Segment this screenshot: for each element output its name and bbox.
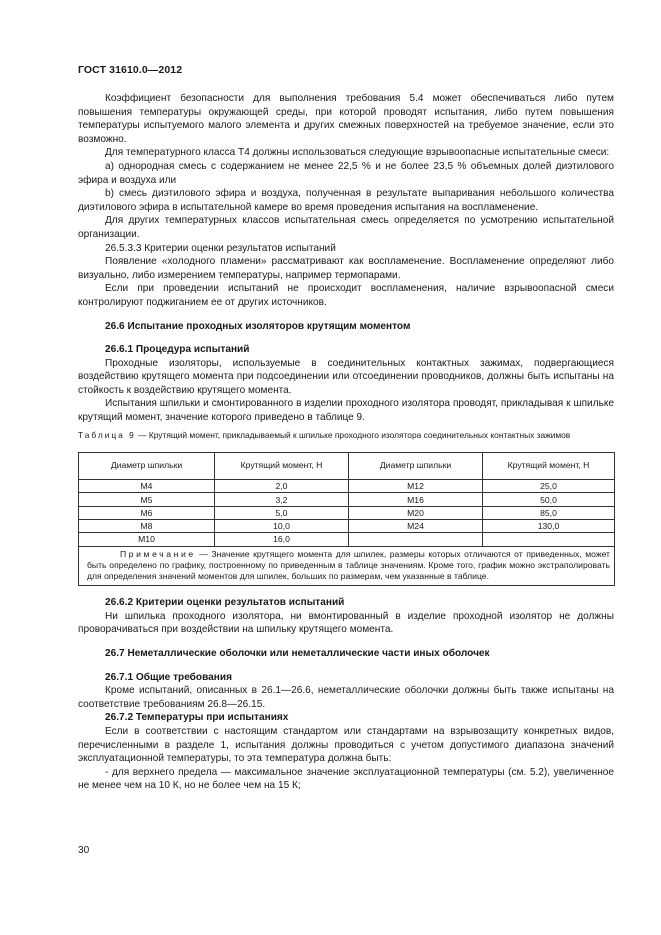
table-cell: 10,0 <box>215 519 349 532</box>
paragraph: Ни шпилька проходного изолятора, ни вмонтированный в изделие проходной изолятор не должны проворачиваться при воздействии на шпильку крутящего момента. <box>78 610 614 636</box>
table-note-label: Примечание <box>120 548 196 559</box>
paragraph: Появление «холодного пламени» рассматривают как воспламенение. Воспламенение определяют либо визуально, либо измерением температуры, например термопарами. <box>78 256 614 281</box>
paragraph: Для других температурных классов испытательная смесь определяется по усмотрению испытательной организации. <box>78 215 614 240</box>
table-row <box>79 506 615 519</box>
table-cell: М12 <box>349 480 483 493</box>
list-item-b: b) смесь диэтилового эфира и воздуха, полученная в результате выпаривания небольшого количества диэтилового эфира в испытательной камере во время проведения испытания на воспламенение. <box>78 188 614 213</box>
table-row <box>79 533 615 546</box>
table-cell: М24 <box>349 519 483 532</box>
table-cell <box>483 533 615 546</box>
table-caption-text: — Крутящий момент, прикладываемый к шпильке проходного изолятора соединительных контактных зажимов <box>135 429 571 440</box>
table-header-row <box>79 453 615 480</box>
table-caption <box>78 430 614 441</box>
table-note-text: — Значение крутящего момента для шпилек, размеры которых отличаются от приведенных, может быть определено по графику, построенному по приведенным в таблице значениям. Кроме того, график можно экстраполировать для определения значений моментов для шпилек, больших по размерам, чем указанные в таблице. <box>87 548 610 581</box>
subsection-title: 26.5.3.3 Критерии оценки результатов испытаний <box>105 242 336 254</box>
table-cell: М6 <box>79 506 215 519</box>
table-cell: 85,0 <box>483 506 615 519</box>
table-cell: 25,0 <box>483 480 615 493</box>
table-cell: М20 <box>349 506 483 519</box>
table-cell: М8 <box>79 519 215 532</box>
table-row <box>79 519 615 532</box>
table-cell: М4 <box>79 480 215 493</box>
paragraph: Коэффициент безопасности для выполнения требования 5.4 может обеспечиваться либо путем повышения температуры окружающей среды, при которой проводят испытания, либо путем повышения температуры испытуемого малого элемента и других смежных поверхностей на требуемое значение, если это возможно. <box>78 93 614 145</box>
table-header: Крутящий момент, Н <box>215 453 349 480</box>
list-item-a: а) однородная смесь с содержанием не менее 22,5 % и не более 23,5 % объемных долей диэтилового эфира и воздуха или <box>78 160 614 186</box>
section-heading-26-7-1: 26.7.1 Общие требования <box>105 671 232 683</box>
paragraph: Для температурного класса Т4 должны использоваться следующие взрывоопасные испытательные смеси: <box>105 147 610 159</box>
paragraph: Если при проведении испытаний не происходит воспламенения, наличие взрывоопасной смеси контролируют поджиганием ее от других источников. <box>78 283 614 308</box>
table-cell: 50,0 <box>483 493 615 506</box>
table-cell: 16,0 <box>215 533 349 546</box>
table-cell: 2,0 <box>215 480 349 493</box>
table-cell: 5,0 <box>215 506 349 519</box>
section-heading-26-7: 26.7 Неметаллические оболочки или неметаллические части иных оболочек <box>105 647 490 659</box>
table-cell: М16 <box>349 493 483 506</box>
table-header: Крутящий момент, Н <box>483 453 615 480</box>
section-heading-26-6: 26.6 Испытание проходных изоляторов крутящим моментом <box>105 320 411 332</box>
table-cell: 3,2 <box>215 493 349 506</box>
page-body <box>78 92 614 793</box>
table-header: Диаметр шпильки <box>79 453 215 480</box>
table-cell <box>349 533 483 546</box>
paragraph: Если в соответствии с настоящим стандартом или стандартами на взрывозащиту конкретных видов, перечисленными в разделе 1, испытания должны проводиться с учетом допустимого диапазона значений эксплуатационной температуры, то эта температура должна быть: <box>78 725 614 765</box>
table-cell: 130,0 <box>483 519 615 532</box>
section-heading-26-7-2: 26.7.2 Температуры при испытаниях <box>105 712 289 724</box>
table-cell: М5 <box>79 493 215 506</box>
paragraph: Испытания шпильки и смонтированного в изделии проходного изолятора проводят, прикладывая к шпильке крутящий момент, значение которого приведено в таблице 9. <box>78 398 614 424</box>
table-note <box>79 546 615 586</box>
document-header: ГОСТ 31610.0—2012 <box>78 64 183 76</box>
section-heading-26-6-1: 26.6.1 Процедура испытаний <box>105 344 250 356</box>
page-number: 30 <box>78 845 90 856</box>
table-row <box>79 493 615 506</box>
paragraph: Кроме испытаний, описанных в 26.1—26.6, неметаллические оболочки должны быть также испытаны на соответствие требованиям 26.8—26.15. <box>78 685 614 710</box>
table-header: Диаметр шпильки <box>349 453 483 480</box>
paragraph: Проходные изоляторы, используемые в соединительных контактных зажимах, подвергающиеся воздействию крутящего момента при подсоединении или отсоединении проводников, должны быть испытаны на стойкость к воздействию крутящего момента. <box>78 357 614 396</box>
table-caption-label: Таблица 9 <box>78 429 136 440</box>
section-heading-26-6-2: 26.6.2 Критерии оценки результатов испытаний <box>105 597 345 609</box>
list-item: - для верхнего предела — максимальное значение эксплуатационной температуры (см. 5.2), увеличенное не менее чем на 10 К, но не более чем на 15 К; <box>78 766 614 792</box>
table-note-row <box>79 546 615 586</box>
table-row <box>79 480 615 493</box>
table-cell: М10 <box>79 533 215 546</box>
torque-table <box>78 452 615 586</box>
